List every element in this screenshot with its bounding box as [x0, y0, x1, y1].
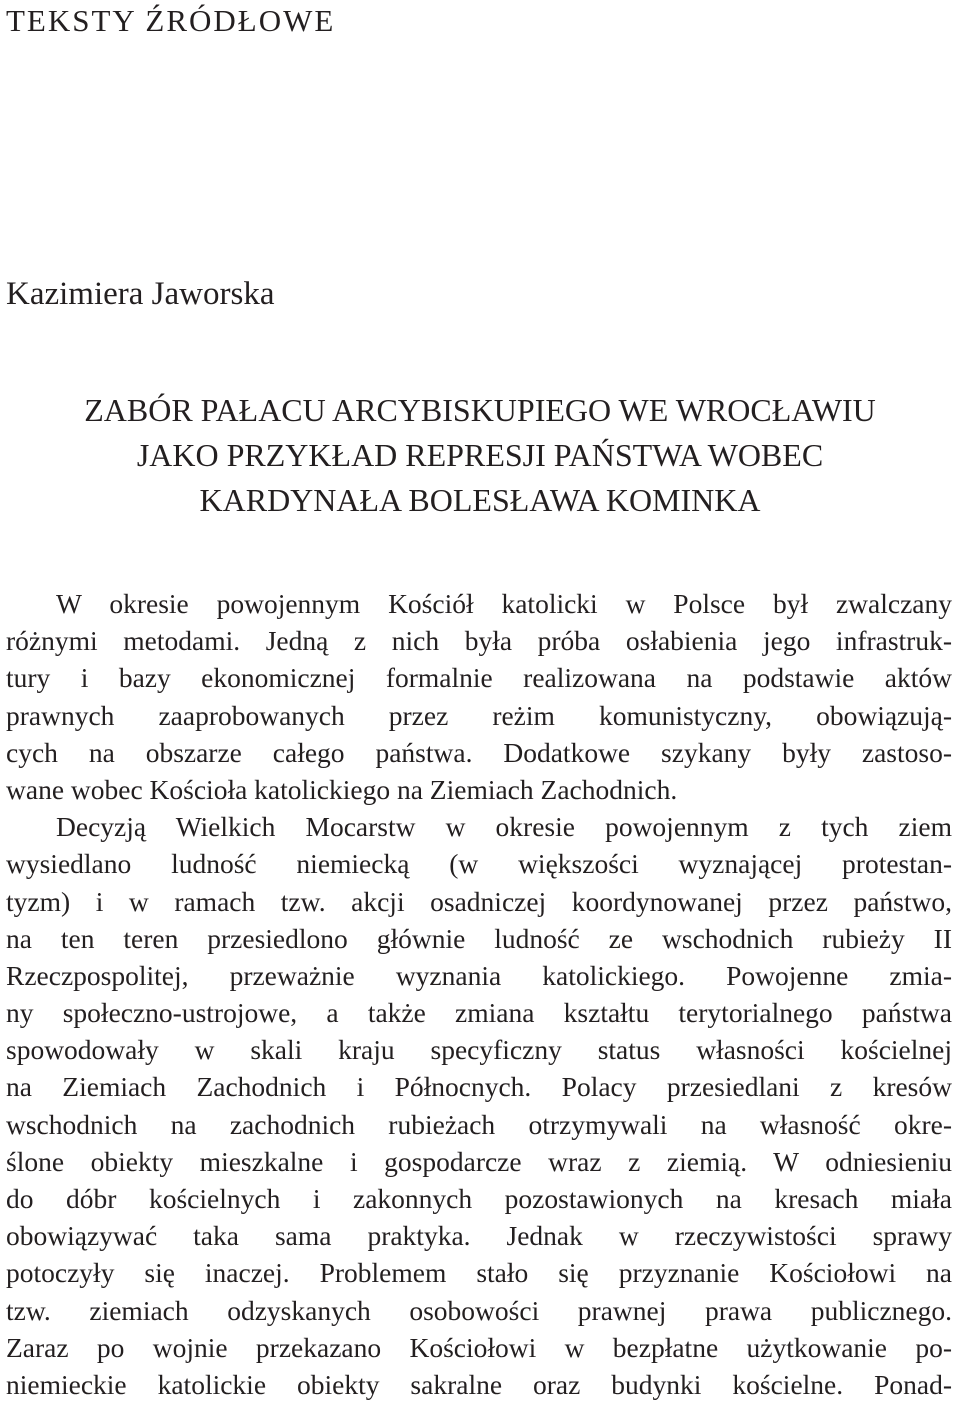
body-line: tury i bazy ekonomicznej formalnie realizowana na podstawie aktów — [6, 662, 952, 694]
body-line: wysiedlano ludność niemiecką (w większości wyznającej protestan- — [6, 848, 952, 880]
title-line: KARDYNAŁA BOLESŁAWA KOMINKA — [199, 482, 761, 518]
body-line: na Ziemiach Zachodnich i Północnych. Polacy przesiedlani z kresów — [6, 1071, 952, 1103]
body-line: prawnych zaaprobowanych przez reżim komunistyczny, obowiązują- — [6, 699, 952, 731]
body-line: różnymi metodami. Jedną z nich była próba osłabienia jego infrastruk- — [6, 625, 952, 657]
title-line: ZABÓR PAŁACU ARCYBISKUPIEGO WE WROCŁAWIU — [84, 392, 876, 428]
body-line: do dóbr kościelnych i zakonnych pozostawionych na kresach miała — [6, 1183, 952, 1214]
article-title — [0, 388, 960, 523]
body-line: Zaraz po wojnie przekazano Kościołowi w bezpłatne użytkowanie po- — [6, 1331, 952, 1363]
body-line: W okresie powojennym Kościół katolicki w Polsce był zwalczany — [56, 588, 952, 619]
body-line: tyzm) i w ramach tzw. akcji osadniczej koordynowanej przez państwo, — [6, 885, 952, 917]
body-line: potoczyły się inaczej. Problemem stało się przyznanie Kościołowi na — [6, 1257, 952, 1289]
body-line: wane wobec Kościoła katolickiego na Ziemiach Zachodnich. — [6, 773, 678, 805]
body-line: spowodowały w skali kraju specyficzny status własności kościelnej — [6, 1034, 952, 1066]
body-line: wschodnich na zachodnich rubieżach otrzymywali na własność okre- — [6, 1108, 952, 1140]
body-line: obowiązywać taka sama praktyka. Jednak w rzeczywistości sprawy — [6, 1220, 952, 1252]
author-name: Kazimiera Jaworska — [6, 276, 275, 312]
body-line: niemieckie katolickie obiekty sakralne oraz budynki kościelne. Ponad- — [6, 1368, 952, 1400]
body-line: ślone obiekty mieszkalne i gospodarcze wraz z ziemią. W odniesieniu — [6, 1145, 952, 1177]
body-line: cych na obszarze całego państwa. Dodatkowe szykany były zastoso- — [6, 736, 952, 768]
body-line: Decyzją Wielkich Mocarstw w okresie powojennym z tych ziem — [56, 811, 952, 843]
section-label: TEKSTY ŹRÓDŁOWE — [6, 3, 336, 38]
body-line: tzw. ziemiach odzyskanych osobowości prawnej prawa publicznego. — [6, 1294, 952, 1326]
body-line: na ten teren przesiedlono głównie ludność ze wschodnich rubieży II — [6, 922, 952, 954]
title-line: JAKO PRZYKŁAD REPRESJI PAŃSTWA WOBEC — [136, 437, 824, 473]
body-line: Rzeczpospolitej, przeważnie wyznania katolickiego. Powojenne zmia- — [6, 959, 952, 991]
article-body — [6, 585, 952, 1403]
body-line: ny społeczno-ustrojowe, a także zmiana kształtu terytorialnego państwa — [6, 997, 952, 1029]
